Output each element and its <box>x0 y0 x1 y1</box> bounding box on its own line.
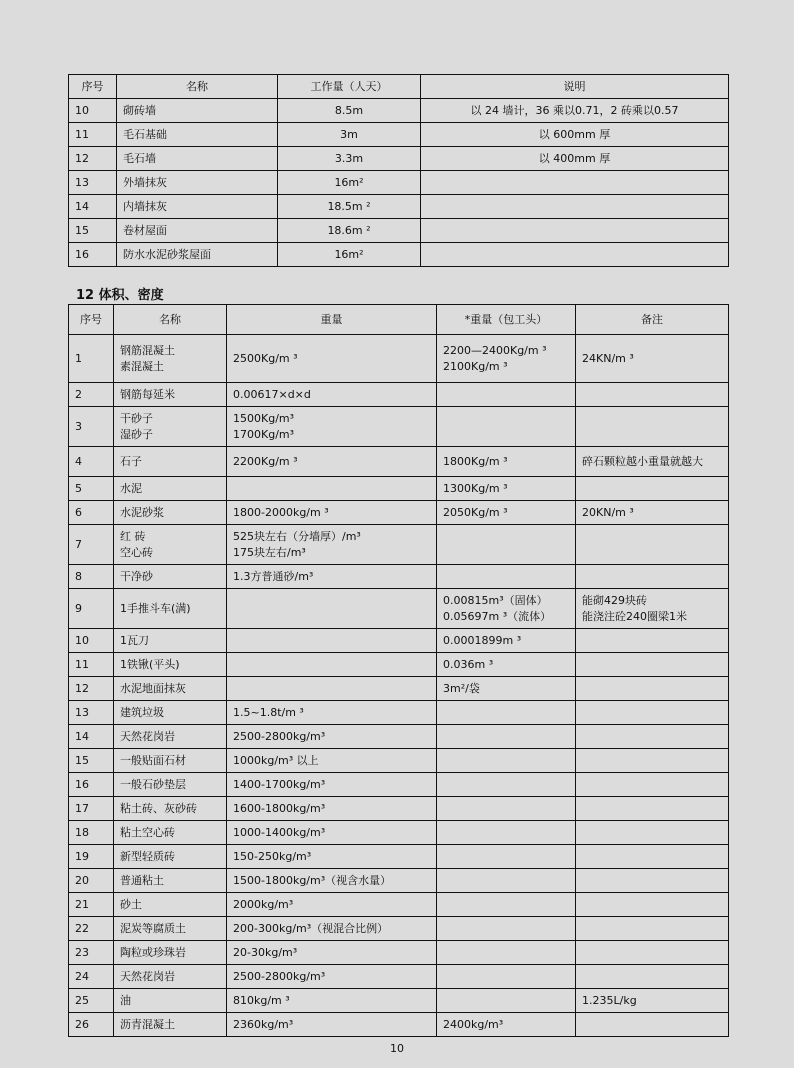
cell-index: 13 <box>69 171 117 195</box>
table-row <box>69 701 729 725</box>
cell-index: 25 <box>69 989 114 1013</box>
cell-contractor-weight: 2050Kg/m ³ <box>437 501 576 525</box>
cell-contractor-weight: 2400kg/m³ <box>437 1013 576 1037</box>
cell-weight: 1.5~1.8t/m ³ <box>227 701 437 725</box>
table-row <box>69 821 729 845</box>
cell-weight: 1000-1400kg/m³ <box>227 821 437 845</box>
cell-name: 粘土空心砖 <box>114 821 227 845</box>
cell-index: 8 <box>69 565 114 589</box>
cell-contractor-weight <box>437 845 576 869</box>
cell-index: 3 <box>69 407 114 447</box>
cell-line: 0.05697m ³（流体） <box>443 609 552 623</box>
table-row <box>69 99 729 123</box>
cell-line: 湿砂子 <box>120 427 153 441</box>
cell-name: 粘土砖、灰砂砖 <box>114 797 227 821</box>
cell-index: 21 <box>69 893 114 917</box>
cell-name: 水泥砂浆 <box>114 501 227 525</box>
cell-line: 2100Kg/m ³ <box>443 359 508 373</box>
cell-index: 17 <box>69 797 114 821</box>
table-row <box>69 893 729 917</box>
table-row <box>69 123 729 147</box>
cell-index: 16 <box>69 243 117 267</box>
cell-description <box>421 195 729 219</box>
cell-remarks <box>576 383 729 407</box>
cell-index: 22 <box>69 917 114 941</box>
table-row <box>69 525 729 565</box>
cell-contractor-weight: 0.036m ³ <box>437 653 576 677</box>
cell-name: 天然花岗岩 <box>114 965 227 989</box>
table-row <box>69 941 729 965</box>
header-name: 名称 <box>117 75 278 99</box>
cell-remarks <box>576 965 729 989</box>
table-row <box>69 629 729 653</box>
cell-remarks <box>576 845 729 869</box>
cell-name: 钢筋每延米 <box>114 383 227 407</box>
cell-weight <box>227 677 437 701</box>
cell-name: 毛石基础 <box>117 123 278 147</box>
header-name: 名称 <box>114 305 227 335</box>
cell-remarks <box>576 565 729 589</box>
table-row <box>69 1013 729 1037</box>
cell-name: 水泥地面抹灰 <box>114 677 227 701</box>
table-row <box>69 383 729 407</box>
cell-index: 14 <box>69 195 117 219</box>
table-row <box>69 797 729 821</box>
cell-line: 2200—2400Kg/m ³ <box>443 343 547 357</box>
cell-weight: 2500Kg/m ³ <box>227 335 437 383</box>
cell-name: 1铁锹(平头) <box>114 653 227 677</box>
cell-index: 15 <box>69 219 117 243</box>
cell-description <box>421 171 729 195</box>
cell-workload: 18.6m ² <box>278 219 421 243</box>
cell-remarks <box>576 797 729 821</box>
cell-workload: 3.3m <box>278 147 421 171</box>
cell-weight: 1400-1700kg/m³ <box>227 773 437 797</box>
cell-name: 油 <box>114 989 227 1013</box>
cell-description: 以 400mm 厚 <box>421 147 729 171</box>
table-row <box>69 869 729 893</box>
cell-weight: 1.3方普通砂/m³ <box>227 565 437 589</box>
cell-remarks <box>576 677 729 701</box>
cell-name: 一般贴面石材 <box>114 749 227 773</box>
cell-name: 沥青混凝土 <box>114 1013 227 1037</box>
cell-index: 23 <box>69 941 114 965</box>
table-row <box>69 989 729 1013</box>
cell-name: 新型轻质砖 <box>114 845 227 869</box>
cell-remarks <box>576 821 729 845</box>
table-row <box>69 749 729 773</box>
cell-line: 红 砖 <box>120 529 146 543</box>
cell-weight: 1000kg/m³ 以上 <box>227 749 437 773</box>
cell-contractor-weight <box>437 335 576 383</box>
page-number: 10 <box>390 1042 404 1055</box>
workload-table <box>68 74 729 267</box>
cell-workload: 18.5m ² <box>278 195 421 219</box>
cell-name: 普通粘土 <box>114 869 227 893</box>
table-row <box>69 725 729 749</box>
cell-remarks: 24KN/m ³ <box>576 335 729 383</box>
cell-remarks <box>576 407 729 447</box>
cell-contractor-weight <box>437 797 576 821</box>
cell-remarks <box>576 589 729 629</box>
cell-contractor-weight: 1800Kg/m ³ <box>437 447 576 477</box>
cell-weight: 1500-1800kg/m³（视含水量） <box>227 869 437 893</box>
cell-line: 175块左右/m³ <box>233 545 306 559</box>
cell-weight <box>227 525 437 565</box>
cell-weight: 2500-2800kg/m³ <box>227 965 437 989</box>
cell-contractor-weight <box>437 965 576 989</box>
cell-index: 26 <box>69 1013 114 1037</box>
cell-workload: 16m² <box>278 243 421 267</box>
cell-index: 4 <box>69 447 114 477</box>
cell-index: 19 <box>69 845 114 869</box>
cell-index: 20 <box>69 869 114 893</box>
cell-remarks <box>576 1013 729 1037</box>
cell-description <box>421 243 729 267</box>
cell-line: 1500Kg/m³ <box>233 411 295 425</box>
cell-name: 石子 <box>114 447 227 477</box>
cell-line: 干砂子 <box>120 411 153 425</box>
cell-name: 卷材屋面 <box>117 219 278 243</box>
cell-weight: 200-300kg/m³（视混合比例） <box>227 917 437 941</box>
cell-contractor-weight <box>437 383 576 407</box>
cell-weight: 2000kg/m³ <box>227 893 437 917</box>
cell-name <box>114 335 227 383</box>
cell-line: 能砌429块砖 <box>582 593 647 607</box>
cell-contractor-weight <box>437 589 576 629</box>
table-row <box>69 447 729 477</box>
cell-weight <box>227 589 437 629</box>
cell-index: 14 <box>69 725 114 749</box>
cell-name: 毛石墙 <box>117 147 278 171</box>
table-row <box>69 243 729 267</box>
cell-description: 以 24 墙计，36 乘以0.71，2 砖乘以0.57 <box>421 99 729 123</box>
cell-contractor-weight <box>437 725 576 749</box>
cell-remarks: 1.235L/kg <box>576 989 729 1013</box>
cell-weight: 0.00617×d×d <box>227 383 437 407</box>
header-workload: 工作量（人天） <box>278 75 421 99</box>
cell-weight <box>227 477 437 501</box>
cell-line: 能浇注砼240圈梁1米 <box>582 609 687 623</box>
cell-index: 5 <box>69 477 114 501</box>
cell-contractor-weight <box>437 941 576 965</box>
cell-index: 13 <box>69 701 114 725</box>
cell-remarks <box>576 477 729 501</box>
cell-name: 干净砂 <box>114 565 227 589</box>
cell-remarks <box>576 773 729 797</box>
cell-workload: 16m² <box>278 171 421 195</box>
cell-name <box>114 525 227 565</box>
cell-index: 18 <box>69 821 114 845</box>
cell-description: 以 600mm 厚 <box>421 123 729 147</box>
density-table <box>68 304 729 1037</box>
table-row <box>69 565 729 589</box>
table-row <box>69 773 729 797</box>
cell-index: 11 <box>69 653 114 677</box>
cell-workload: 8.5m <box>278 99 421 123</box>
cell-weight: 2360kg/m³ <box>227 1013 437 1037</box>
cell-name: 砂土 <box>114 893 227 917</box>
cell-contractor-weight <box>437 989 576 1013</box>
table-row <box>69 171 729 195</box>
cell-remarks <box>576 917 729 941</box>
cell-index: 2 <box>69 383 114 407</box>
cell-contractor-weight: 1300Kg/m ³ <box>437 477 576 501</box>
table-row <box>69 335 729 383</box>
cell-weight: 1800-2000kg/m ³ <box>227 501 437 525</box>
cell-contractor-weight <box>437 565 576 589</box>
table-row <box>69 147 729 171</box>
cell-weight: 1600-1800kg/m³ <box>227 797 437 821</box>
cell-index: 6 <box>69 501 114 525</box>
table-row <box>69 917 729 941</box>
cell-weight: 150-250kg/m³ <box>227 845 437 869</box>
cell-name: 内墙抹灰 <box>117 195 278 219</box>
table-row <box>69 589 729 629</box>
cell-name: 陶粒或珍珠岩 <box>114 941 227 965</box>
cell-index: 9 <box>69 589 114 629</box>
cell-contractor-weight <box>437 917 576 941</box>
section-title: 12 体积、密度 <box>76 288 164 303</box>
table-row <box>69 195 729 219</box>
cell-remarks <box>576 525 729 565</box>
cell-name <box>114 407 227 447</box>
table-row <box>69 677 729 701</box>
cell-contractor-weight <box>437 701 576 725</box>
cell-contractor-weight <box>437 525 576 565</box>
cell-name: 1手推斗车(满) <box>114 589 227 629</box>
cell-contractor-weight <box>437 821 576 845</box>
cell-weight <box>227 629 437 653</box>
cell-remarks: 20KN/m ³ <box>576 501 729 525</box>
cell-index: 12 <box>69 677 114 701</box>
cell-name: 防水水泥砂浆屋面 <box>117 243 278 267</box>
cell-name: 泥炭等腐质土 <box>114 917 227 941</box>
cell-name: 建筑垃圾 <box>114 701 227 725</box>
table-row <box>69 407 729 447</box>
cell-remarks <box>576 869 729 893</box>
cell-contractor-weight <box>437 773 576 797</box>
cell-line: 0.00815m³（固体） <box>443 593 548 607</box>
cell-remarks: 碎石颗粒越小重量就越大 <box>576 447 729 477</box>
table-row <box>69 219 729 243</box>
cell-index: 24 <box>69 965 114 989</box>
cell-name: 一般石砂垫层 <box>114 773 227 797</box>
header-remarks: 备注 <box>576 305 729 335</box>
table-row <box>69 477 729 501</box>
cell-contractor-weight <box>437 749 576 773</box>
cell-line: 525块左右（分墙厚）/m³ <box>233 529 361 543</box>
header-contractor-weight: *重量（包工头） <box>437 305 576 335</box>
cell-line: 素混凝土 <box>120 359 164 373</box>
table-row <box>69 845 729 869</box>
cell-remarks <box>576 725 729 749</box>
cell-weight <box>227 407 437 447</box>
cell-remarks <box>576 941 729 965</box>
cell-name: 外墙抹灰 <box>117 171 278 195</box>
header-index: 序号 <box>69 75 117 99</box>
cell-remarks <box>576 629 729 653</box>
header-weight: 重量 <box>227 305 437 335</box>
cell-remarks <box>576 893 729 917</box>
cell-contractor-weight <box>437 407 576 447</box>
cell-remarks <box>576 653 729 677</box>
cell-index: 1 <box>69 335 114 383</box>
table-row <box>69 965 729 989</box>
cell-index: 12 <box>69 147 117 171</box>
table-header-row <box>69 75 729 99</box>
cell-workload: 3m <box>278 123 421 147</box>
cell-contractor-weight <box>437 869 576 893</box>
cell-line: 钢筋混凝土 <box>120 343 175 357</box>
cell-name: 水泥 <box>114 477 227 501</box>
cell-name: 1瓦刀 <box>114 629 227 653</box>
cell-weight <box>227 653 437 677</box>
cell-index: 10 <box>69 629 114 653</box>
cell-line: 1700Kg/m³ <box>233 427 295 441</box>
header-index: 序号 <box>69 305 114 335</box>
cell-weight: 20-30kg/m³ <box>227 941 437 965</box>
cell-description <box>421 219 729 243</box>
cell-name: 天然花岗岩 <box>114 725 227 749</box>
cell-name: 砌砖墙 <box>117 99 278 123</box>
cell-contractor-weight: 0.0001899m ³ <box>437 629 576 653</box>
cell-index: 11 <box>69 123 117 147</box>
cell-remarks <box>576 701 729 725</box>
table-header-row <box>69 305 729 335</box>
table-row <box>69 653 729 677</box>
cell-index: 15 <box>69 749 114 773</box>
cell-index: 16 <box>69 773 114 797</box>
header-description: 说明 <box>421 75 729 99</box>
cell-contractor-weight: 3m²/袋 <box>437 677 576 701</box>
cell-index: 7 <box>69 525 114 565</box>
cell-remarks <box>576 749 729 773</box>
cell-line: 空心砖 <box>120 545 153 559</box>
table-row <box>69 501 729 525</box>
cell-weight: 810kg/m ³ <box>227 989 437 1013</box>
cell-contractor-weight <box>437 893 576 917</box>
cell-weight: 2200Kg/m ³ <box>227 447 437 477</box>
cell-index: 10 <box>69 99 117 123</box>
cell-weight: 2500-2800kg/m³ <box>227 725 437 749</box>
